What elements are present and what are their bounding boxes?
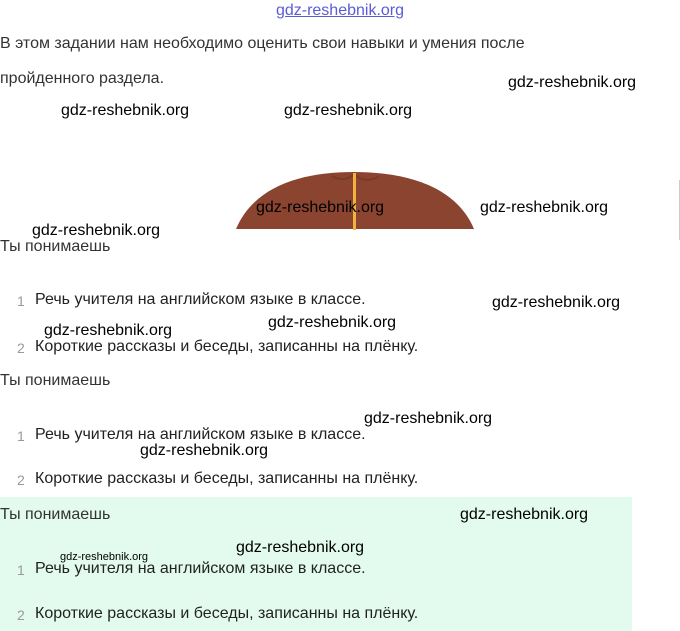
section-2-item-1-number: 1 xyxy=(17,428,25,444)
watermark: gdz-reshebnik.org xyxy=(480,199,609,216)
section-3-title: Ты понимаешь xyxy=(0,506,111,523)
watermark: gdz-reshebnik.org xyxy=(32,222,161,239)
section-1-item-2-number: 2 xyxy=(17,340,25,356)
watermark: gdz-reshebnik.org xyxy=(61,102,190,119)
section-2-item-2-text: Короткие рассказы и беседы, записанны на плёнку. xyxy=(35,470,419,487)
watermark: gdz-reshebnik.org xyxy=(256,199,385,216)
section-3-item-1-text: Речь учителя на английском языке в классе. xyxy=(35,560,366,577)
watermark: gdz-reshebnik.org xyxy=(460,506,589,523)
site-header-link[interactable]: gdz-reshebnik.org xyxy=(275,2,405,19)
section-2-title: Ты понимаешь xyxy=(0,372,111,389)
watermark: gdz-reshebnik.org xyxy=(140,442,269,459)
watermark: gdz-reshebnik.org xyxy=(364,410,493,427)
watermark: gdz-reshebnik.org xyxy=(268,314,397,331)
section-2-item-2-number: 2 xyxy=(17,472,25,488)
section-2-item-1-text: Речь учителя на английском языке в классе. xyxy=(35,426,366,443)
section-1-item-1-number: 1 xyxy=(17,293,25,309)
section-1-item-2-text: Короткие рассказы и беседы, записанны на плёнку. xyxy=(35,338,419,355)
watermark: gdz-reshebnik.org xyxy=(44,322,173,339)
watermark: gdz-reshebnik.org xyxy=(60,551,149,563)
section-3-item-2-number: 2 xyxy=(17,607,25,623)
intro-line-1: В этом задании нам необходимо оценить свои навыки и умения после xyxy=(0,35,525,52)
watermark: gdz-reshebnik.org xyxy=(236,539,365,556)
intro-line-2: пройденного раздела. xyxy=(0,70,165,87)
section-3-item-1-number: 1 xyxy=(17,562,25,578)
watermark: gdz-reshebnik.org xyxy=(284,102,413,119)
watermark: gdz-reshebnik.org xyxy=(508,74,637,91)
section-1-item-1-text: Речь учителя на английском языке в классе. xyxy=(35,291,366,308)
watermark: gdz-reshebnik.org xyxy=(492,294,621,311)
section-3-item-2-text: Короткие рассказы и беседы, записанны на плёнку. xyxy=(35,605,419,622)
section-1-title: Ты понимаешь xyxy=(0,238,111,255)
